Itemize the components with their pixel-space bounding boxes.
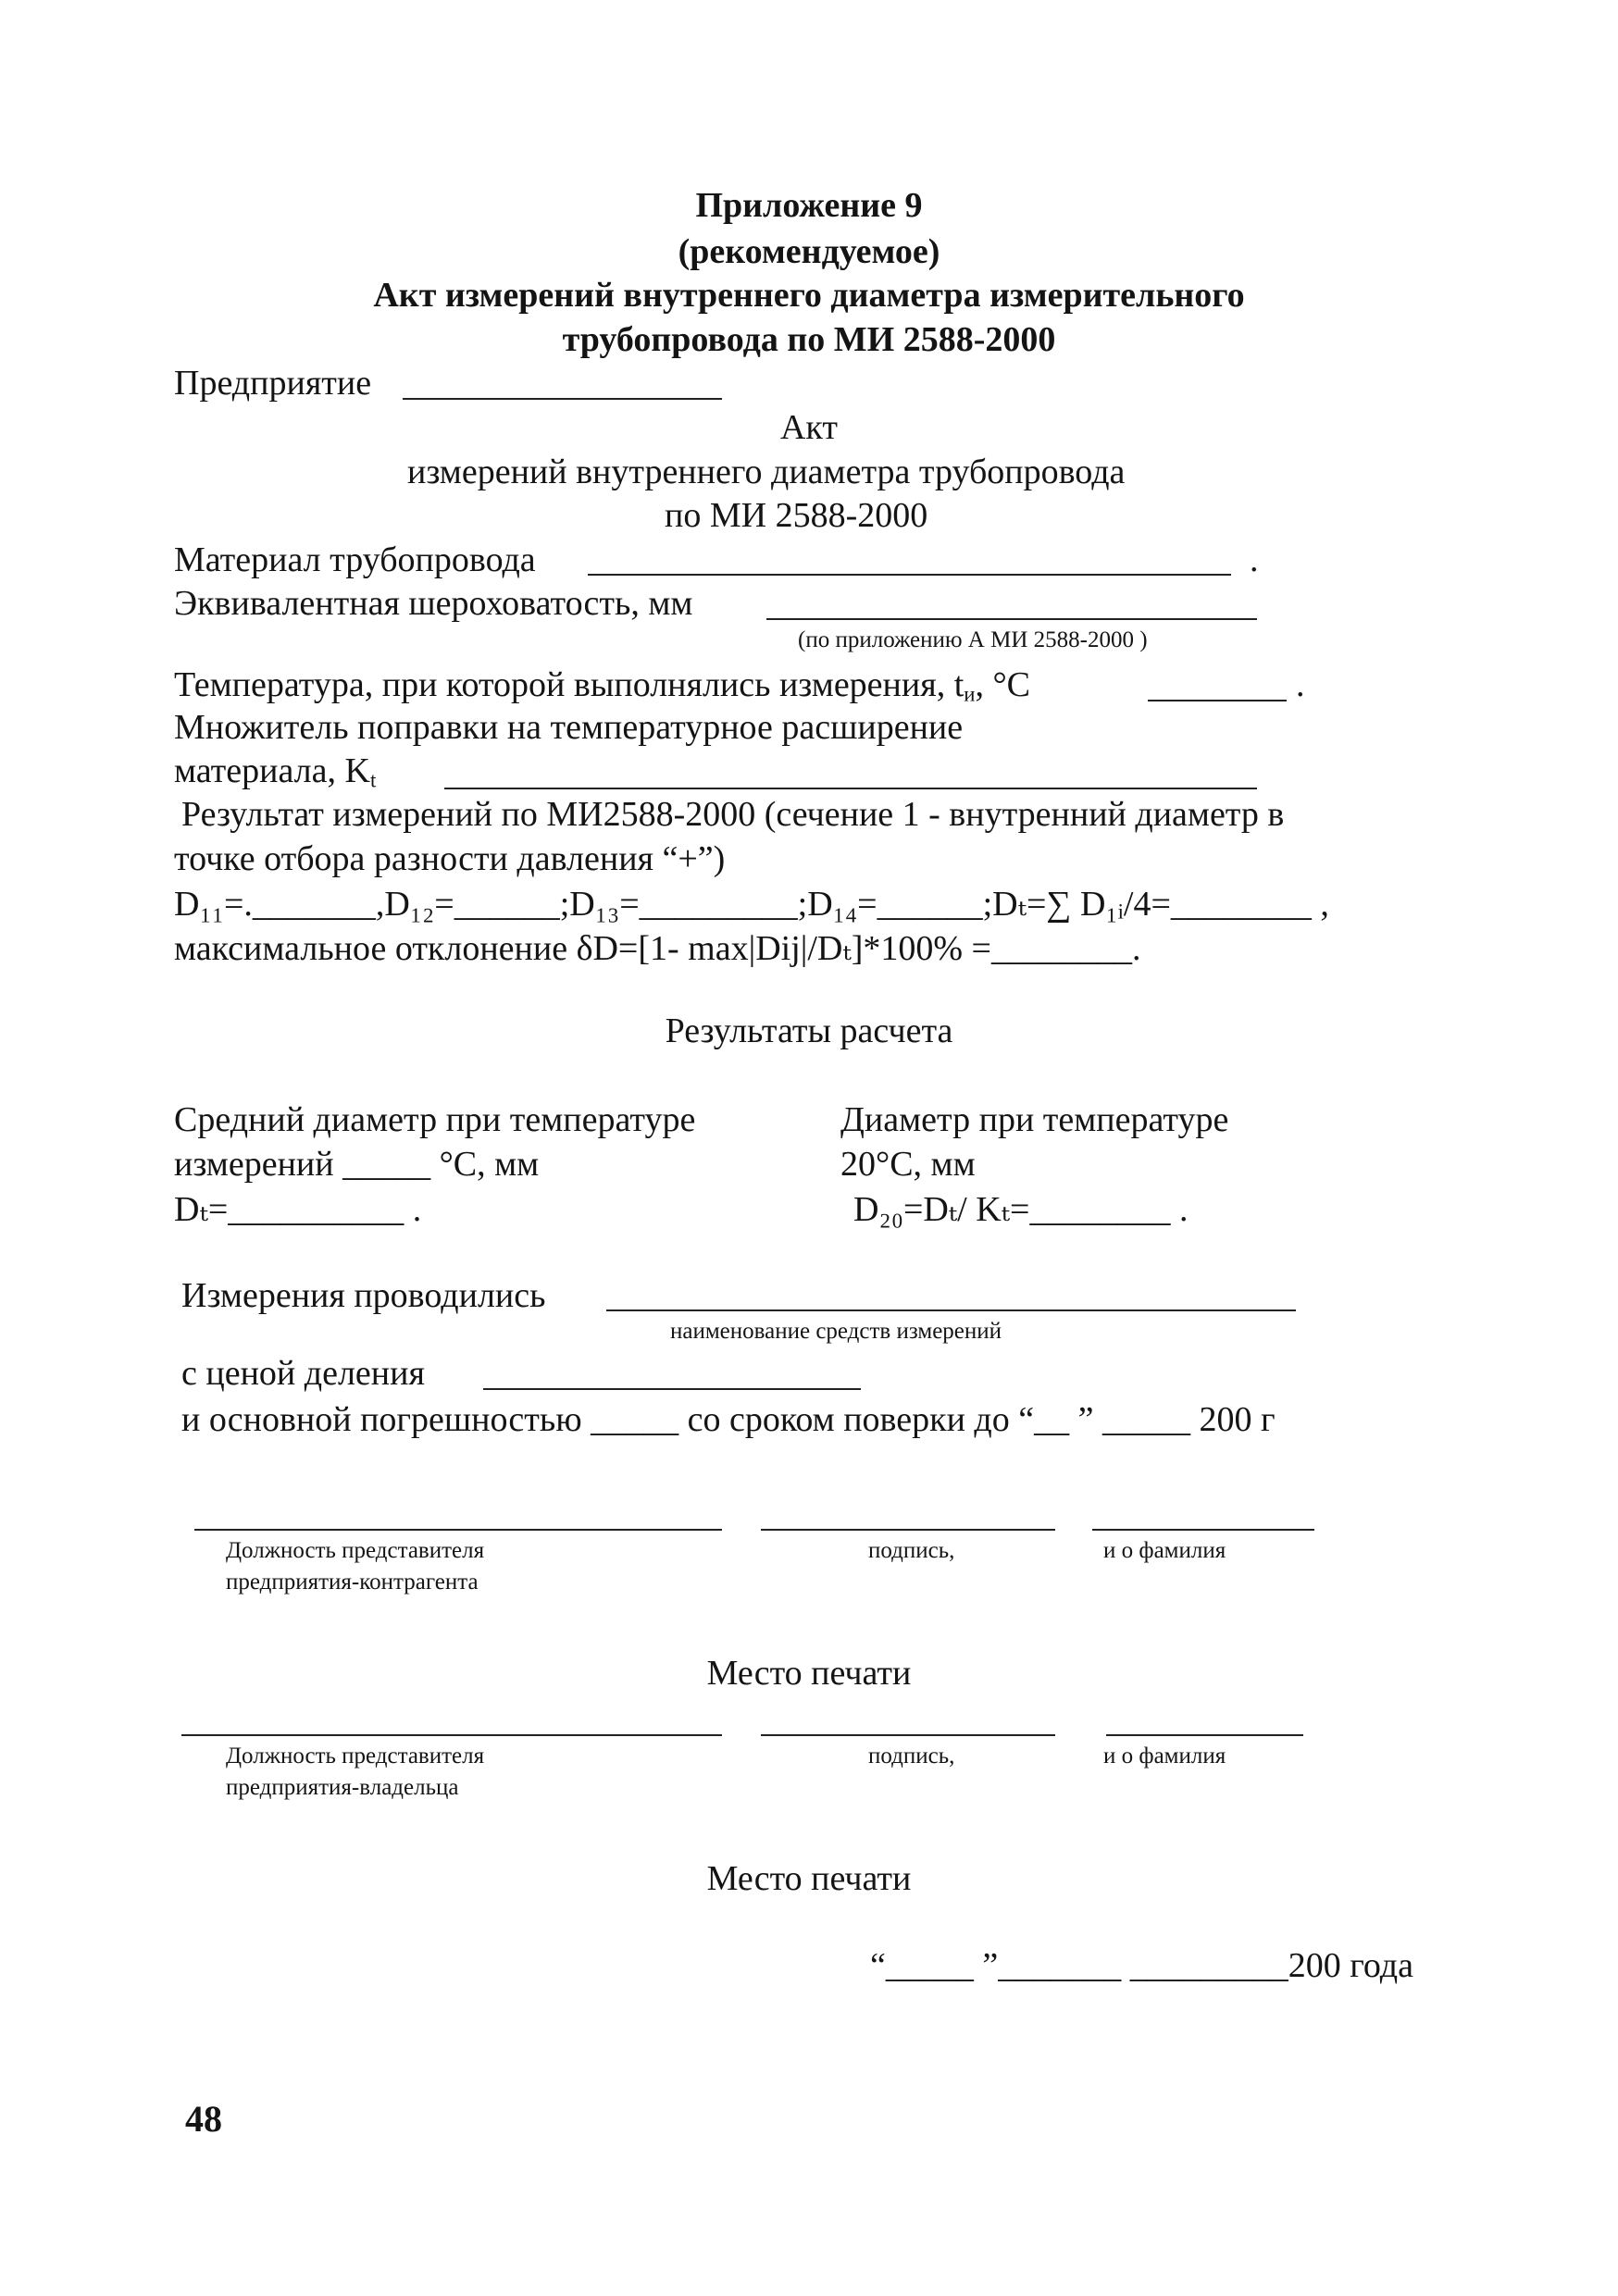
signature1-name-line[interactable] xyxy=(1092,1529,1314,1531)
material-label: Материал трубопровода xyxy=(174,540,536,579)
roughness-field[interactable] xyxy=(766,618,1257,620)
document-title-line1: Акт измерений внутреннего диаметра измерительного xyxy=(373,276,1245,315)
signature2-role-label-line2: предприятия-владельца xyxy=(226,1775,459,1800)
signature2-sign-line[interactable] xyxy=(761,1734,1055,1736)
division-label: с ценой деления xyxy=(181,1354,425,1393)
conducted-label: Измерения проводились xyxy=(181,1276,546,1315)
temperature-unit: , °С xyxy=(975,665,1031,704)
signature1-name-label: и о фамилия xyxy=(1103,1538,1226,1563)
signature1-role-label-line1: Должность представителя xyxy=(226,1538,485,1563)
act-subtitle-line2: по МИ 2588-2000 xyxy=(665,496,928,535)
mean-diameter-label-line1: Средний диаметр при температуре xyxy=(174,1100,696,1139)
date-line: “_____ ”_______ _________200 года xyxy=(870,1946,1413,1985)
signature2-sign-label: подпись, xyxy=(868,1744,955,1769)
temperature-label xyxy=(174,664,1030,707)
result-label-line1: Результат измерений по МИ2588-2000 (сечение 1 - внутренний диаметр в xyxy=(181,795,1285,834)
document-title-line2: трубопровода по МИ 2588-2000 xyxy=(562,320,1056,359)
stamp-place-1: Место печати xyxy=(706,1654,912,1693)
instruments-field[interactable] xyxy=(606,1309,1296,1311)
page-number: 48 xyxy=(185,2098,222,2140)
max-deviation: максимальное отклонение δD=[1- max|Dij|/Dₜ]*100% =________. xyxy=(174,929,1141,968)
mean-diameter-value: Dₜ=__________ . xyxy=(174,1190,422,1229)
temperature-field[interactable] xyxy=(1148,700,1287,701)
enterprise-field[interactable] xyxy=(403,398,722,400)
stamp-place-2: Место печати xyxy=(706,1859,912,1898)
diameter-measurements: D₁₁=._______,D₁₂=______;D₁₃=_________;D₁₄=______;Dₜ=∑ D₁ᵢ/4=________ , xyxy=(174,885,1329,924)
appendix-number: Приложение 9 xyxy=(695,186,923,225)
diameter-20-value: D₂₀=Dₜ/ Kₜ=________ . xyxy=(853,1190,1189,1229)
temperature-label-text: Температура, при которой выполнялись измерения, t xyxy=(174,665,965,704)
signature1-sign-label: подпись, xyxy=(868,1538,955,1563)
act-subtitle-line1: измерений внутреннего диаметра трубопровода xyxy=(407,453,1126,491)
mean-diameter-label-line2: измерений _____ °С, мм xyxy=(174,1145,540,1184)
signature2-name-line[interactable] xyxy=(1106,1734,1303,1736)
appendix-status: (рекомендуемое) xyxy=(678,232,940,271)
results-title: Результаты расчета xyxy=(665,1011,953,1050)
signature2-role-line[interactable] xyxy=(181,1734,722,1736)
multiplier-label-text: материала, K xyxy=(174,751,370,790)
temperature-period: . xyxy=(1296,665,1305,704)
multiplier-field[interactable] xyxy=(444,788,1257,789)
multiplier-label-line2 xyxy=(174,751,376,793)
roughness-note: (по приложению А МИ 2588-2000 ) xyxy=(798,627,1148,652)
roughness-label: Эквивалентная шероховатость, мм xyxy=(174,584,693,623)
act-title: Акт xyxy=(779,408,838,447)
signature1-role-label-line2: предприятия-контрагента xyxy=(226,1570,479,1595)
material-field[interactable] xyxy=(588,574,1231,576)
material-period: . xyxy=(1250,540,1259,579)
temperature-subscript: и xyxy=(964,682,976,706)
signature1-sign-line[interactable] xyxy=(761,1529,1055,1531)
diameter-20-label-line1: Диаметр при температуре xyxy=(840,1100,1229,1139)
signature2-name-label: и о фамилия xyxy=(1103,1744,1226,1769)
multiplier-subscript: t xyxy=(369,768,377,792)
instruments-note: наименование средств измерений xyxy=(670,1319,1002,1344)
signature1-role-line[interactable] xyxy=(194,1529,722,1531)
multiplier-label-line1: Множитель поправки на температурное расширение xyxy=(174,708,964,747)
division-field[interactable] xyxy=(483,1388,861,1390)
diameter-20-label-line2: 20°С, мм xyxy=(840,1145,976,1184)
error-and-verification: и основной погрешностью _____ со сроком поверки до “__ ” _____ 200 г xyxy=(181,1400,1276,1439)
enterprise-label: Предприятие xyxy=(174,364,372,403)
result-label-line2: точке отбора разности давления “+”) xyxy=(174,839,726,878)
signature2-role-label-line1: Должность представителя xyxy=(226,1744,485,1769)
